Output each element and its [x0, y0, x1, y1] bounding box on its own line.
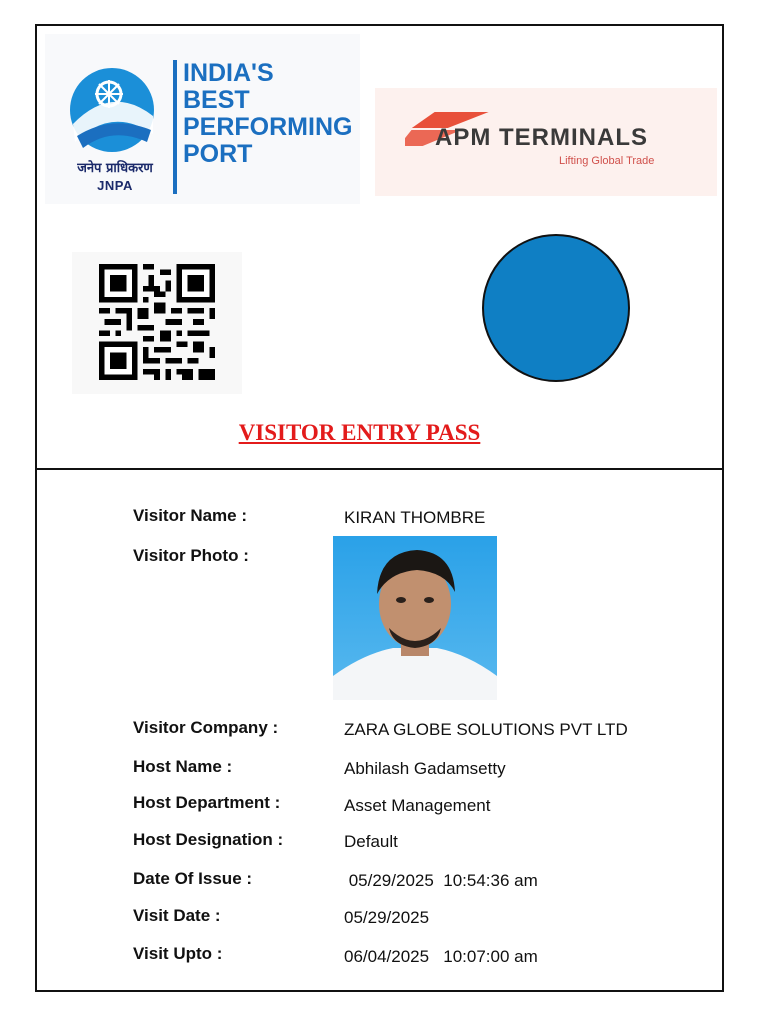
jnpa-logo [45, 34, 360, 204]
jnpa-english-text: JNPA [97, 178, 133, 193]
apm-terminals-logo [375, 88, 717, 196]
visit-date-value: 05/29/2025 [344, 908, 430, 927]
qr-code [72, 252, 242, 394]
apm-name-text: APM TERMINALS [435, 124, 648, 151]
visitor-portrait-icon [333, 536, 497, 700]
pass-title: VISITOR ENTRY PASS [238, 420, 481, 445]
blue-circle-badge [482, 234, 630, 382]
visit-upto-label: Visit Upto : [133, 944, 223, 963]
section-divider [37, 468, 722, 470]
jnpa-tagline-line-1: INDIA'S [183, 59, 274, 87]
visitor-company-value: ZARA GLOBE SOLUTIONS PVT LTD [344, 720, 628, 739]
host-department-value: Asset Management [344, 796, 491, 815]
visit-date-label: Visit Date : [133, 906, 221, 925]
visitor-pass-card [35, 24, 724, 992]
jnpa-divider [173, 60, 177, 194]
host-name-label: Host Name : [133, 757, 233, 776]
visitor-name-label: Visitor Name : [133, 506, 248, 525]
date-of-issue-value: 05/29/2025 10:54:36 am [344, 871, 538, 890]
host-designation-label: Host Designation : [133, 830, 284, 849]
jnpa-tagline-line-2: BEST [183, 86, 250, 114]
visitor-photo [333, 536, 497, 700]
visitor-name-value: KIRAN THOMBRE [344, 508, 486, 527]
host-department-label: Host Department : [133, 793, 281, 812]
visitor-photo-label: Visitor Photo : [133, 546, 249, 565]
host-name-value: Abhilash Gadamsetty [344, 759, 506, 778]
jnpa-emblem-icon [67, 64, 157, 156]
qr-code-icon [94, 264, 220, 380]
visitor-company-label: Visitor Company : [133, 718, 279, 737]
jnpa-hindi-text: जनेप प्राधिकरण [77, 161, 153, 176]
jnpa-tagline-line-4: PORT [183, 140, 253, 168]
visit-upto-value: 06/04/2025 10:07:00 am [344, 947, 538, 966]
apm-tagline-text: Lifting Global Trade [559, 155, 655, 167]
date-of-issue-label: Date Of Issue : [133, 869, 253, 888]
jnpa-tagline [183, 60, 363, 168]
host-designation-value: Default [344, 832, 398, 851]
jnpa-tagline-line-3: PERFORMING [183, 113, 353, 141]
